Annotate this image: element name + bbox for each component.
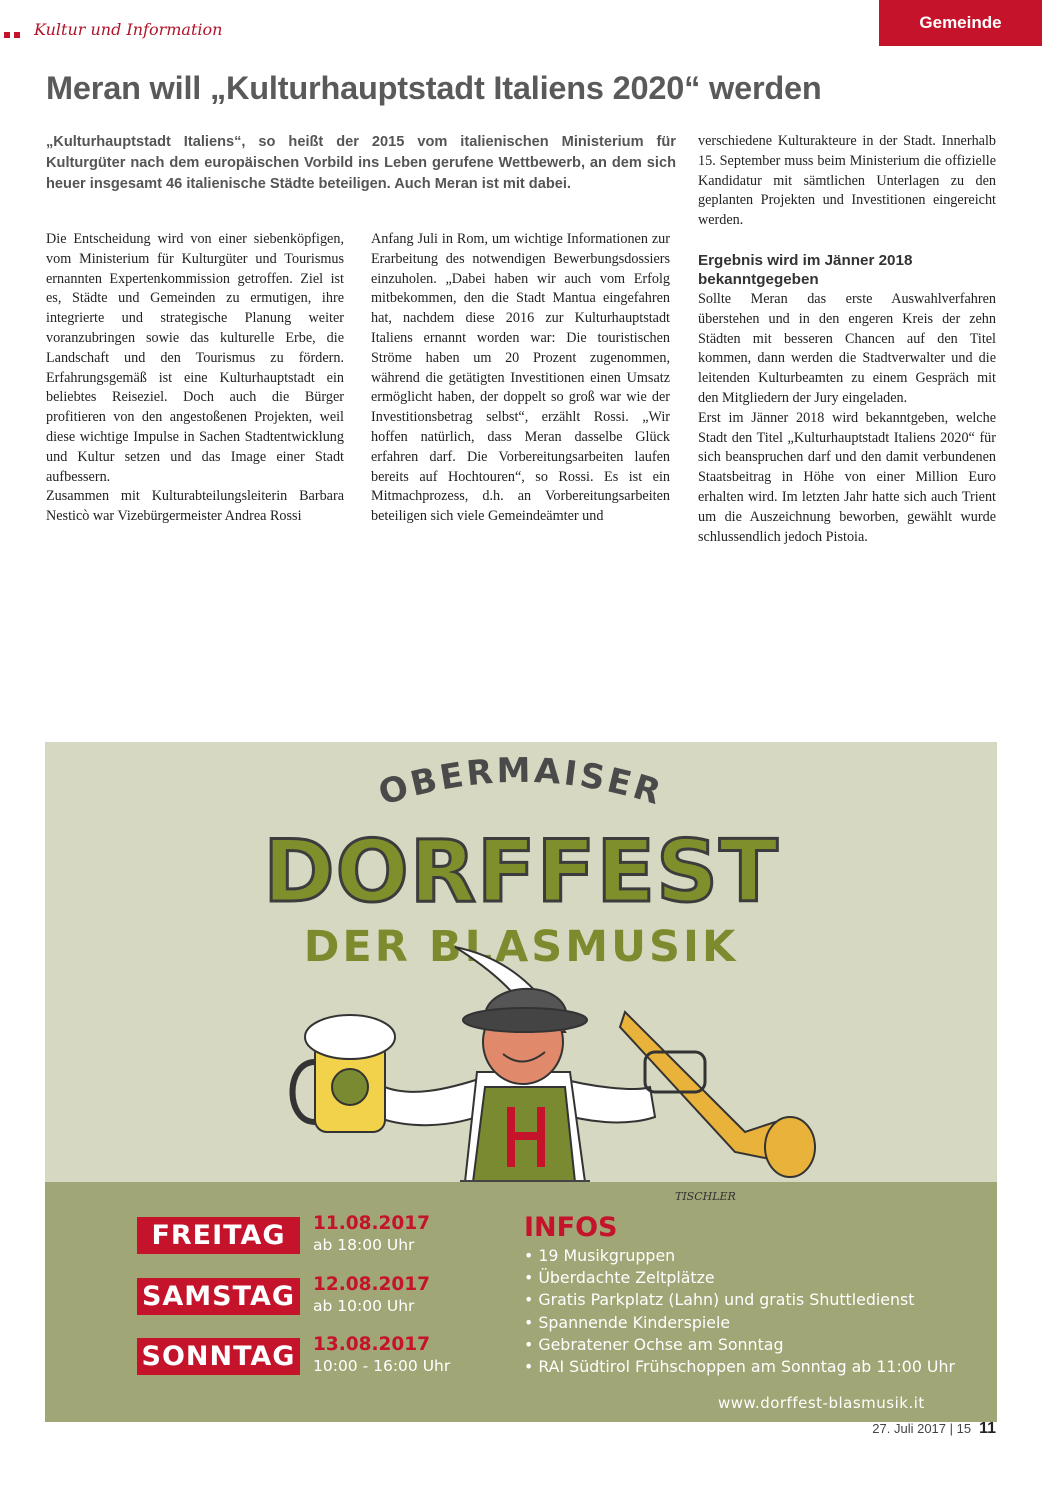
article-lead: „Kulturhauptstadt Italiens“, so heißt der 2015 vom italienischen Ministerium für Kulturgüter nach dem europäischen Vorbild ins Leben gerufene Wettbewerb, an dem sich heuer insgesamt 46 italienische Städte beteiligen. Auch Meran ist mit dabei. [46,134,676,192]
list-item: • Spannende Kinderspiele [524,1312,731,1332]
event-poster [45,742,997,1422]
list-item: • Überdachte Zeltplätze [524,1268,715,1288]
infos-heading: INFOS [524,1212,618,1243]
issue-date: 27. Juli 2017 | 15 [872,1421,972,1436]
section-marker [4,25,24,43]
paragraph: Sollte Meran das erste Auswahlverfahren überstehen und in den engeren Kreis der zehn Städten mit besseren Chancen auf den Titel kommen, dann werden die Stadtverwalter und die leitenden Kulturbeamten zu einem Gespräch mit den Mitgliedern der Jury eingeladen. [698,290,996,406]
paragraph: Zusammen mit Kulturabteilungsleiterin Barbara Nesticò war Vizebürgermeister Andrea Rossi [46,488,344,525]
paragraph-continued: Anfang Juli in Rom, um wichtige Informationen zur Erarbeitung des notwendigen Bewerbungsdossiers einzuholen. „Dabei haben wir auch vom Erfolg mitbekommen, den die Stadt Mantua eingefahren hat, nachdem diese 2016 zur Kulturhauptstadt Italiens ernannt worden war: Die touristischen Ströme haben um 20 Prozent zugenommen, während die getätigten Investitionen einen Umsatz ermöglicht haben, der doppelt so groß war wie der Investitionsbetrag selbst“, erzählt Rossi. „Wir hoffen natürlich, dass Meran dasselbe Glück erfahren darf. Die Vorbereitungsarbeiten laufen bereits auf Hochtouren“, so Rossi. Es ist ein Mitmachprozess, d.h. an Vorbereitungsarbeiten beteiligen sich viele Gemeindeämter und [371,231,670,525]
list-item: • RAI Südtirol Frühschoppen am Sonntag ab 11:00 Uhr [524,1357,955,1377]
poster-title: DORFFEST [263,822,779,922]
article-column-2 [371,230,670,527]
article-column-1 [46,230,344,527]
category-tab: Gemeinde [879,0,1042,46]
poster-arc-text: OBERMAISER [374,750,668,814]
column-3-continuation [698,132,996,231]
day-badge-friday: FREITAG [137,1217,300,1254]
day-badge-sunday: SONNTAG [137,1338,300,1375]
article-column-3 [698,132,996,547]
day-badge-saturday: SAMSTAG [137,1278,300,1315]
list-item: • Gebratener Ochse am Sonntag [524,1334,784,1354]
list-item: • Gratis Parkplatz (Lahn) und gratis Shuttledienst [524,1290,915,1310]
list-item: • 19 Musikgruppen [524,1246,676,1265]
event-time: 10:00 - 16:00 Uhr [313,1357,451,1375]
artist-signature: TISCHLER [675,1190,736,1203]
website-url: www.dorffest-blasmusik.it [718,1394,925,1412]
paragraph: Die Entscheidung wird von einer siebenköpfigen, vom Ministerium für Kulturgüter und Tourismus ernannten Expertenkommission getroffen. Ziel ist es, Städte und Gemeinden zu ermutigen, ihre integrierte und strategische Planung weiter voranzubringen sowie das kulturelle Erbe, die Landschaft und den Tourismus zu fördern. Erfahrungsgemäß ist eine Kulturhauptstadt ein beliebtes Reiseziel. Doch auch die Bürger profitieren von den angestoßenen Projekten, weil diese wichtige Impulse in Sachen Stadtentwicklung und Kultur setzen und das Image einer Stadt aufbessern. [46,231,344,485]
musician-illustration [45,742,997,1192]
event-date: 12.08.2017 [313,1274,431,1295]
event-time: ab 10:00 Uhr [313,1297,415,1315]
article-title: Meran will „Kulturhauptstadt Italiens 2020“ werden [46,70,822,106]
article-subheading: Ergebnis wird im Jänner 2018 bekanntgegeben [698,251,913,288]
poster-subtitle: DER BLASMUSIK [303,922,739,972]
paragraph: Erst im Jänner 2018 wird bekanntgeben, welche Stadt den Titel „Kulturhauptstadt Italiens 2020“ für sich beanspruchen darf und den damit verbundenen Staatsbeitrag in Höhe von einer Million Euro erhalten wird. Im letzten Jahr hatte sich auch Trient um die Auszeichnung beworben, gewählt wurde schlussendlich jedoch Pistoia. [698,409,996,545]
event-time: ab 18:00 Uhr [313,1236,415,1254]
page-footer [872,1420,996,1438]
infos-list [524,1245,955,1378]
event-date: 11.08.2017 [313,1213,431,1234]
event-date: 13.08.2017 [313,1334,431,1355]
page-number: 11 [979,1420,996,1437]
section-label: Kultur und Information [34,20,223,39]
paragraph-continued: verschiedene Kulturakteure in der Stadt. Innerhalb 15. September muss beim Ministerium die offizielle Kandidatur mit sämtlichen Unterlagen zu den geplanten Projekten und Investitionen eingereicht werden. [698,133,996,229]
